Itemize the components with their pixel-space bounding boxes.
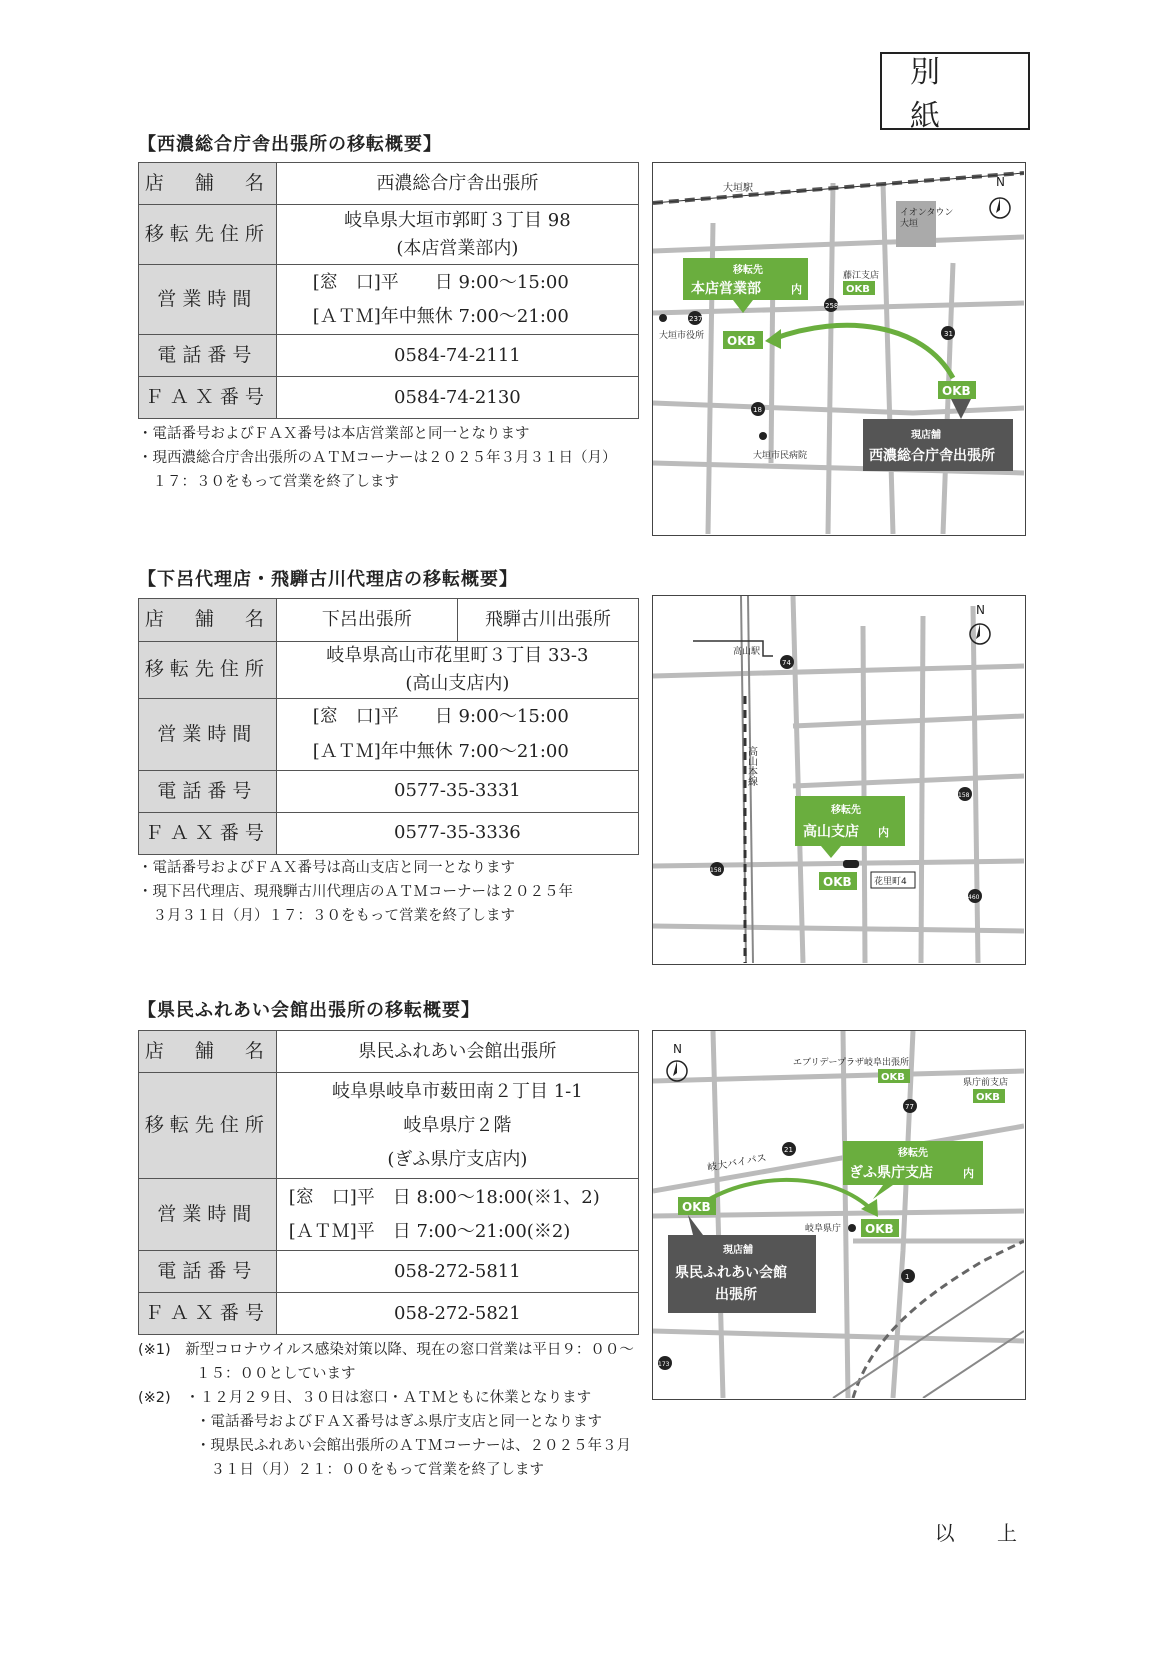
hours-atm: [ＡＴＭ]平 日 7:00～21:00(※2) bbox=[288, 1220, 571, 1242]
plaza-label: エブリデープラザ岐阜出張所 bbox=[793, 1058, 910, 1068]
route-marker: 258 bbox=[825, 302, 839, 310]
value-hours bbox=[276, 1179, 638, 1251]
value-phone: 058-272-5811 bbox=[276, 1251, 638, 1293]
value-address bbox=[276, 1073, 638, 1179]
store-name-b: 飛騨古川出張所 bbox=[484, 609, 611, 631]
route-marker: 158 bbox=[710, 867, 722, 874]
hours-window: [窓 口]平 日 9:00～15:00 bbox=[312, 706, 569, 728]
okb-label: OKB bbox=[942, 384, 971, 398]
note: １７：３０をもって営業を終了します bbox=[138, 474, 399, 490]
station-label: 大垣駅 bbox=[723, 183, 753, 194]
aeon-label: イオンタウン大垣 bbox=[900, 208, 954, 229]
route-marker: 1 bbox=[905, 1273, 910, 1281]
route-marker: 158 bbox=[958, 792, 970, 799]
value-address bbox=[276, 205, 638, 265]
section3-notes bbox=[138, 1338, 634, 1482]
hours-atm: [ＡＴＭ]年中無休 7:00～21:00 bbox=[312, 305, 569, 327]
bypass-label: 岐大バイパス bbox=[706, 1152, 768, 1174]
label-store-name: 店 舗 名 bbox=[139, 1031, 277, 1073]
section2-table bbox=[138, 598, 639, 855]
city-office-label: 大垣市役所 bbox=[659, 331, 705, 341]
label-hours: 営業時間 bbox=[139, 698, 277, 770]
route-marker: 460 bbox=[968, 894, 980, 901]
okb-label: OKB bbox=[823, 875, 852, 889]
closing-mark: 以 上 bbox=[934, 1521, 1035, 1545]
dest-name: ぎふ県庁支店 bbox=[849, 1165, 933, 1181]
dest-suffix: 内 bbox=[963, 1167, 974, 1180]
dest-name: 高山支店 bbox=[803, 824, 859, 840]
section3-title: 【県民ふれあい会館出張所の移転概要】 bbox=[138, 1000, 480, 1021]
hours-atm: [ＡＴＭ]年中無休 7:00～21:00 bbox=[312, 741, 569, 763]
address-line-1: 岐阜県大垣市郭町３丁目 98 bbox=[344, 209, 571, 231]
okb-label: OKB bbox=[881, 1072, 905, 1083]
map-ogaki bbox=[652, 162, 1026, 536]
branch-label: 藤江支店 bbox=[843, 271, 880, 281]
note: ・現下呂代理店、現飛騨古川代理店のＡＴＭコーナーは２０２５年 bbox=[138, 884, 573, 900]
section2-notes bbox=[138, 856, 573, 928]
dest-label: 移転先 bbox=[831, 805, 861, 816]
note: ３月３１日（月）１７：３０をもって営業を終了します bbox=[138, 908, 515, 924]
label-store-name: 店 舗 名 bbox=[139, 163, 277, 205]
value-store-name bbox=[276, 599, 638, 642]
hospital-label: 大垣市民病院 bbox=[753, 451, 808, 461]
note: ・現西濃総合庁舎出張所のＡＴＭコーナーは２０２５年３月３１日（月） bbox=[138, 450, 617, 466]
note: １５：００としています bbox=[138, 1366, 356, 1382]
north-label: N bbox=[976, 603, 985, 617]
note: ・現県民ふれあい会館出張所のＡＴＭコーナーは、２０２５年３月 bbox=[138, 1438, 631, 1454]
label-fax: ＦＡＸ番号 bbox=[139, 1293, 277, 1335]
value-fax: 0577-35-3336 bbox=[276, 812, 638, 854]
station-label: 高山駅 bbox=[733, 647, 761, 657]
note: (※2) ・１２月２９日、３０日は窓口・ＡＴＭともに休業となります bbox=[138, 1390, 592, 1406]
okb-label: OKB bbox=[727, 334, 756, 348]
current-name-1: 県民ふれあい会館 bbox=[675, 1265, 787, 1281]
appendix-label: 別 紙 bbox=[880, 52, 1030, 130]
section1-table bbox=[138, 162, 639, 419]
value-hours bbox=[276, 265, 638, 335]
dest-label: 移転先 bbox=[733, 265, 763, 276]
route-marker: 31 bbox=[944, 330, 953, 338]
label-phone: 電話番号 bbox=[139, 1251, 277, 1293]
note: ３１日（月）２１：００をもって営業を終了します bbox=[138, 1462, 544, 1478]
label-fax: ＦＡＸ番号 bbox=[139, 812, 277, 854]
map-gifu bbox=[652, 1030, 1026, 1400]
label-phone: 電話番号 bbox=[139, 770, 277, 812]
store-name-a: 下呂出張所 bbox=[277, 599, 458, 641]
value-address bbox=[276, 642, 638, 699]
current-name-2: 出張所 bbox=[715, 1287, 757, 1303]
label-store-name: 店 舗 名 bbox=[139, 599, 277, 642]
okb-label: OKB bbox=[976, 1092, 1000, 1103]
hours-window: [窓 口]平 日 9:00～15:00 bbox=[312, 271, 569, 293]
label-address: 移転先住所 bbox=[139, 642, 277, 699]
okb-label: OKB bbox=[682, 1200, 711, 1214]
route-marker: 173 bbox=[658, 1361, 670, 1368]
label-hours: 営業時間 bbox=[139, 1179, 277, 1251]
value-store-name: 西濃総合庁舎出張所 bbox=[276, 163, 638, 205]
address-line-2: (本店営業部内) bbox=[396, 237, 519, 259]
dest-name: 本店営業部 bbox=[691, 281, 761, 297]
current-label: 現店舗 bbox=[911, 430, 941, 441]
current-name: 西濃総合庁舎出張所 bbox=[869, 448, 995, 464]
map-takayama bbox=[652, 595, 1026, 965]
okb-label: OKB bbox=[865, 1222, 894, 1236]
label-fax: ＦＡＸ番号 bbox=[139, 377, 277, 419]
route-marker: 77 bbox=[905, 1103, 914, 1111]
address-line-1: 岐阜県岐阜市薮田南２丁目 1-1 bbox=[332, 1080, 583, 1102]
label-address: 移転先住所 bbox=[139, 1073, 277, 1179]
value-store-name: 県民ふれあい会館出張所 bbox=[276, 1031, 638, 1073]
value-phone: 0577-35-3331 bbox=[276, 770, 638, 812]
section1-notes bbox=[138, 422, 617, 494]
dest-suffix: 内 bbox=[791, 283, 802, 296]
note: ・電話番号およびＦＡＸ番号は本店営業部と同一となります bbox=[138, 426, 530, 442]
route-marker: 18 bbox=[753, 406, 762, 414]
address-line-2: (高山支店内) bbox=[405, 672, 510, 694]
kencho-label: 岐阜県庁 bbox=[805, 1224, 842, 1234]
note: ・電話番号およびＦＡＸ番号は高山支店と同一となります bbox=[138, 860, 515, 876]
hours-window: [窓 口]平 日 8:00～18:00(※1、2) bbox=[288, 1186, 600, 1208]
value-hours bbox=[276, 698, 638, 770]
dest-label: 移転先 bbox=[898, 1148, 928, 1159]
address-line-3: (ぎふ県庁支店内) bbox=[387, 1148, 528, 1170]
value-fax: 058-272-5821 bbox=[276, 1293, 638, 1335]
address-line-1: 岐阜県高山市花里町３丁目 33-3 bbox=[326, 645, 589, 666]
section2-title: 【下呂代理店・飛騨古川代理店の移転概要】 bbox=[138, 569, 518, 590]
current-label: 現店舗 bbox=[723, 1245, 753, 1256]
section1-title: 【西濃総合庁舎出張所の移転概要】 bbox=[138, 134, 442, 155]
address-line-2: 岐阜県庁２階 bbox=[403, 1114, 512, 1136]
label-address: 移転先住所 bbox=[139, 205, 277, 265]
note: (※1) 新型コロナウイルス感染対策以降、現在の窓口営業は平日９：００～ bbox=[138, 1342, 634, 1358]
value-fax: 0584-74-2130 bbox=[276, 377, 638, 419]
north-label: N bbox=[673, 1042, 682, 1056]
value-phone: 0584-74-2111 bbox=[276, 335, 638, 377]
north-label: N bbox=[996, 175, 1005, 189]
route-marker: 74 bbox=[782, 659, 791, 667]
okb-label: OKB bbox=[846, 284, 870, 295]
route-marker: 21 bbox=[784, 1146, 793, 1154]
section3-table bbox=[138, 1030, 639, 1335]
route-marker: 237 bbox=[689, 315, 703, 323]
rail-line-label: 高山本線 bbox=[745, 746, 757, 786]
label-phone: 電話番号 bbox=[139, 335, 277, 377]
stop-label: 花里町4 bbox=[874, 877, 907, 887]
dest-suffix: 内 bbox=[878, 826, 889, 839]
kencho-branch-label: 県庁前支店 bbox=[963, 1078, 1009, 1088]
label-hours: 営業時間 bbox=[139, 265, 277, 335]
note: ・電話番号およびＦＡＸ番号はぎふ県庁支店と同一となります bbox=[138, 1414, 602, 1430]
